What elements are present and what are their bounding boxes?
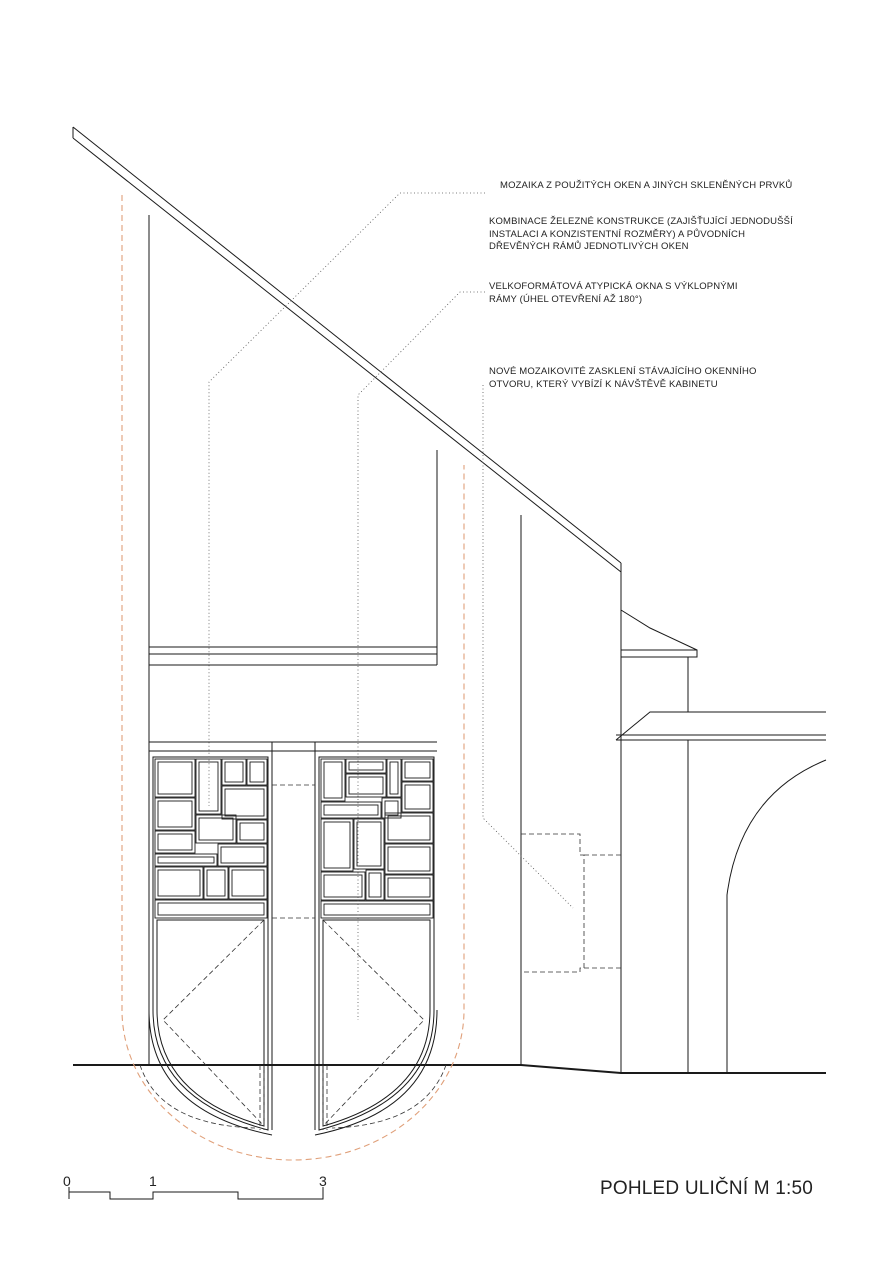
scale-tick-1: 1 [149,1173,157,1189]
note-mosaic [500,180,792,193]
roof-slope [73,127,621,572]
scale-bar [69,1187,323,1199]
note-line: MOZAIKA Z POUŽITÝCH OKEN A JINÝCH SKLENĚNÝCH PRVKŮ [500,180,793,191]
note-large-windows [489,281,738,306]
note-line: DŘEVĚNÝCH RÁMŮ JEDNOTLIVÝCH OKEN [489,241,689,252]
note-line: NOVÉ MOZAIKOVITÉ ZASKLENÍ STÁVAJÍCÍHO OKENNÍHO [489,366,757,377]
ground-line-right [521,1065,826,1073]
note-line: INSTALACI A KONZISTENTNÍ ROZMĚRY) A PŮVODNÍCH [489,228,746,240]
scale-tick-0: 0 [63,1173,71,1189]
swing-lines [140,785,621,1130]
note-line: VELKOFORMÁTOVÁ ATYPICKÁ OKNA S VÝKLOPNÝMI [489,281,738,292]
drawing-title: POHLED ULIČNÍ M 1:50 [600,1178,814,1199]
neighbor-buildings [616,610,826,1073]
opening-outline [122,195,464,1160]
note-line: KOMBINACE ŽELEZNÉ KONSTRUKCE (ZAJIŠŤUJÍCÍ JEDNODUŠŠÍ [489,216,793,227]
facade-walls [149,215,621,1073]
mosaic-left [155,759,267,918]
note-line: OTVORU, KTERÝ VYBÍZÍ K NÁVŠTĚVĚ KABINETU [489,378,718,390]
note-new-glazing [489,366,757,391]
scale-tick-3: 3 [319,1173,327,1189]
note-combination [489,216,793,254]
note-line: RÁMY (ÚHEL OTEVŘENÍ AŽ 180°) [489,293,643,305]
mosaic-right [321,759,433,918]
